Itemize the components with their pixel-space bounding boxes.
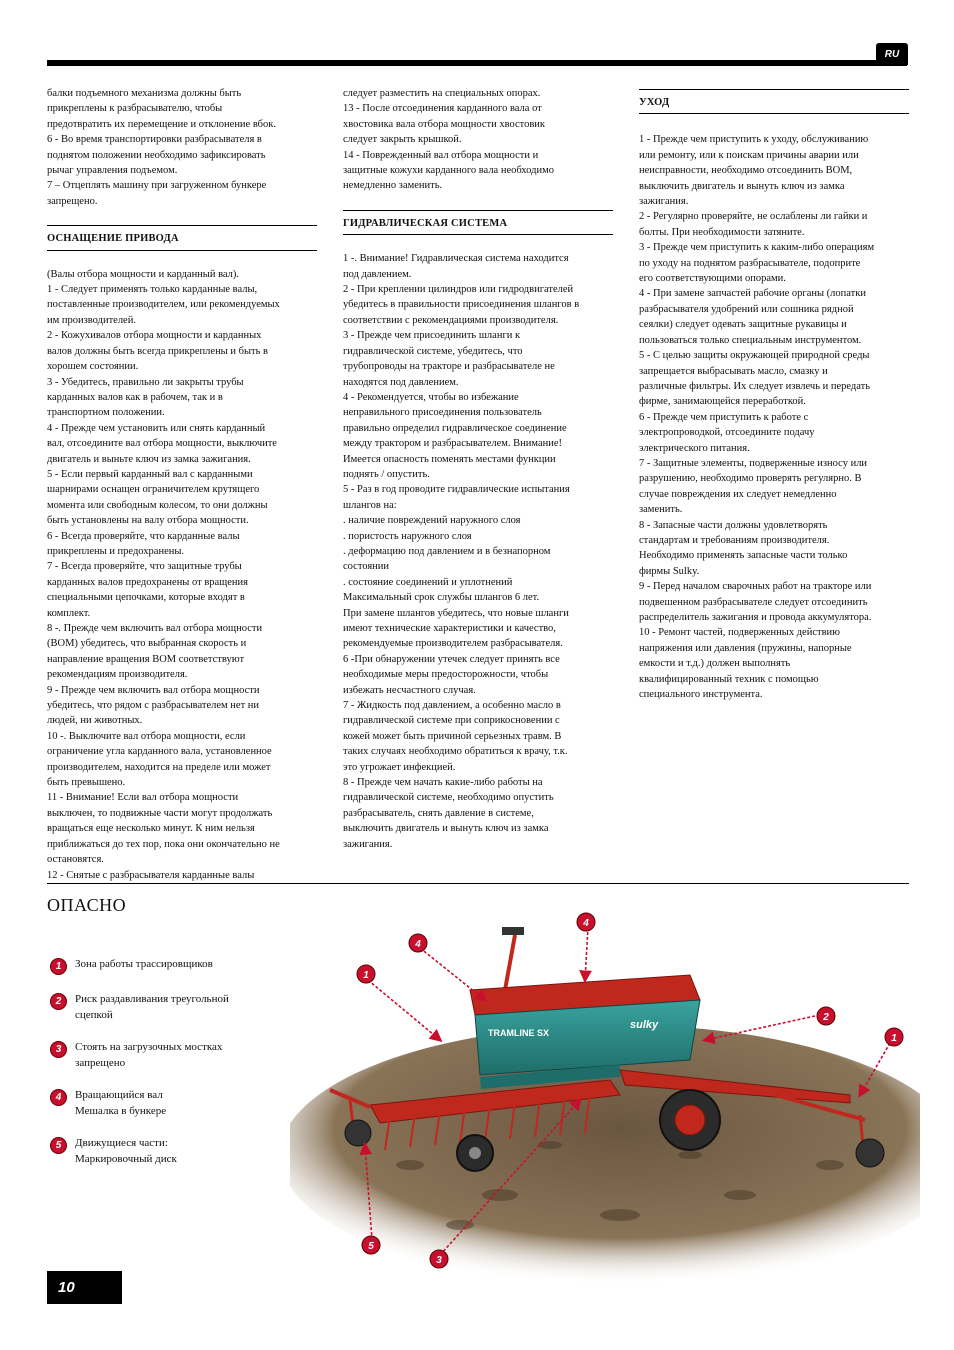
mast-top [502,927,524,935]
column-2 [343,86,613,852]
top-rule [47,60,907,66]
callout-number-icon: 3 [50,1041,67,1058]
column-3 [639,86,909,702]
svg-text:1: 1 [891,1033,897,1044]
language-badge: RU [876,43,908,65]
legend-item [50,1087,280,1119]
legend-text: Вращающийся вал Мешалка в бункере [75,1089,167,1117]
column-1 [47,86,317,883]
callout-number-icon: 4 [50,1089,67,1106]
drive-text: (Валы отбора мощности и карданный вал). 1 - Следует применять только карданные валы, поставленные производителем, или рекомендуемых им производителей. 2 - Кожухивалов отбора мощности и карданных валов должны быть всегда прикреплены и быть в хорошем состоянии. 3 - Убедитесь, правильно ли закрыты трубы карданных валов как в рабочем, так и в транспортном положении. 4 - Прежде чем установить или снять карданный вал, отсоедините вал отбора мощности, выключите двигатель и выньте ключ из замка зажигания. 5 - Если первый карданный вал с карданными шарнирами оснащен ограничителем крутящего момента или свободным колесом, то они должны быть установлены на валу отбора мощности. 6 - Всегда проверяйте, что карданные валы прикреплены и предохранены. 7 - Всегда проверяйте, что защитные трубы карданных валов предохранены от вращения специальными цепочками, которые входят в комплект. 8 -. Прежде чем включить вал отбора мощности (ВОМ) убедитесь, что выбранная скорость и направление вращения ВОМ соответствуют рекомендациям производителя. 9 - Прежде чем включить вал отбора мощности убедитесь, что рядом с разбрасывателем нет ни людей, ни животных. 10 -. Выключите вал отбора мощности, если ограничение угла карданного вала, установленное производителем, находится на пределе или может быть превышено. 11 - Внимание! Если вал отбора мощности выключен, то подвижные части могут продолжать вращаться еще несколько минут. К ним нельзя приближаться до тех пор, пока они окончательно не остановятся. 12 - Снятые с разбрасывателя карданные валы [47,268,280,881]
page-number: 10 [47,1271,122,1304]
legend-text: Риск раздавливания треугольной сцепкой [75,993,229,1021]
danger-title: ОПАСНО [47,895,127,915]
legend-item [50,1135,280,1167]
legend-text: Стоять на загрузочных мостках запрещено [75,1041,223,1069]
svg-text:4: 4 [415,939,421,950]
section-title-care: УХОД [639,89,909,114]
care-text: 1 - Прежде чем приступить к уходу, обслуживанию или ремонту, или к поискам причины аварии или неисправности, необходимо отсоединить ВОМ, выключить двигатель и вынуть ключ из замка зажигания. 2 - Регулярно проверяйте, не ослаблены ли гайки и болты. При необходимости затяните. 3 - Прежде чем приступить к каким-либо операциям по уходу на поднятом разбрасывателе, подоприте его соответствующими опорами. 4 - При замене запчастей рабочие органы (лопатки разбрасывателя удобрений или сошника рядной сеялки) следует одевать защитные рукавицы и пользоваться только специальным инструментом. 5 - С целью защиты окружающей природной среды запрещается выбрасывать масло, смазку и различные фильтры. Их следует извлечь и передать фирме, занимающейся переработкой. 6 - Прежде чем приступить к работе с электропроводкой, отсоедините подачу электрического питания. 7 - Защитные элементы, подверженные износу или разрушению, необходимо проверять регулярно. В случае повреждения их следует немедленно заменить. 8 - Запасные части должны удовлетворять стандартам и требованиям производителя. Необходимо применять запасные части только фирмы Sulky. 9 - Перед началом сварочных работ на тракторе или подвешенном разбрасывателе следует отсоединить распределитель зажигания и провода аккумулятора. 10 - Ремонт частей, подверженных действию напряжения или давления (пружины, напорные емкости и т.д.) должен выполнять квалифицированный техник с помощью специального инструмента. [639,134,875,701]
legend-item [50,956,280,975]
legend-text: Зона работы трассировщиков [75,958,213,970]
marker-mast [505,935,515,990]
danger-legend [50,956,280,1183]
legend-item [50,1039,280,1071]
svg-text:5: 5 [368,1241,374,1252]
section-title-drive: ОСНАЩЕНИЕ ПРИВОДА [47,225,317,250]
section-divider [47,883,909,884]
col2-intro-text: следует разместить на специальных опорах. 13 - После отсоединения карданного вала от хвостовика вала отбора мощности хвостовик следует закрыть крышкой. 14 - Поврежденный вал отбора мощности и защитные кожухи карданного вала необходимо немедленно заменить. [343,88,554,192]
callout-number-icon: 1 [50,958,67,975]
svg-text:3: 3 [436,1255,442,1266]
brand-logo: sulky [630,1019,659,1031]
hopper-label: TRAMLINE SX [488,1028,550,1038]
right-marker-disc [856,1139,884,1167]
svg-text:2: 2 [823,1012,829,1023]
left-marker-disc [345,1120,371,1146]
col1-intro-text: балки подъемного механизма должны быть прикреплены к разбрасывателю, чтобы предотвратить их перемещение и отклонение вбок. 6 - Во время транспортировки разбрасывателя в поднятом положении необходимо зафиксировать рычаг управления подъемом. 7 – Отцеплять машину при загруженном бункере запрещено. [47,88,276,207]
seed-drill-illustration [290,895,920,1285]
svg-text:4: 4 [583,918,589,929]
hydraulic-text: 1 -. Внимание! Гидравлическая система находится под давлением. 2 - При креплении цилиндров или гидродвигателей убедитесь в правильности присоединения шлангов в соответствии с рекомендациями производителя. 3 - Прежде чем присоединить шланги к гидравлической системе, убедитесь, что трубопроводы на тракторе и разбрасывателе не находятся под давлением. 4 - Рекомендуется, чтобы во избежание неправильного присоединения пользователь правильно определил гидравлическое соединение между трактором и разбрасывателем. Внимание! Имеется опасность поменять местами функции поднять / опустить. 5 - Раз в год проводите гидравлические испытания шлангов на: . наличие повреждений наружного слоя . пористость наружного слоя . деформацию под давлением и в безнапорном состоянии . состояние соединений и уплотнений Максимальный срок службы шлангов 6 лет. При замене шлангов убедитесь, что новые шланги имеют технические характеристики и качество, рекомендуемые производителем разбрасывателя. 6 -При обнаружении утечек следует принять все необходимые меры предосторожности, чтобы избежать несчастного случая. 7 - Жидкость под давлением, а особенно масло в гидравлической системе при соприкосновении с кожей может быть причиной серьезных травм. В таких случаях необходимо обратиться к врачу, т.к. это угрожает инфекцией. 8 - Прежде чем начать какие-либо работы на гидравлической системе, необходимо опустить разбрасыватель, снять давление в системе, выключить двигатель и вынуть ключ из замка зажигания. [343,253,580,850]
legend-item [50,991,280,1023]
legend-text: Движущиеся части: Маркировочный диск [75,1137,177,1165]
svg-text:1: 1 [363,970,369,981]
callout-number-icon: 5 [50,1137,67,1154]
callout-number-icon: 2 [50,993,67,1010]
section-title-hydraulic: ГИДРАВЛИЧЕСКАЯ СИСТЕМА [343,210,613,235]
